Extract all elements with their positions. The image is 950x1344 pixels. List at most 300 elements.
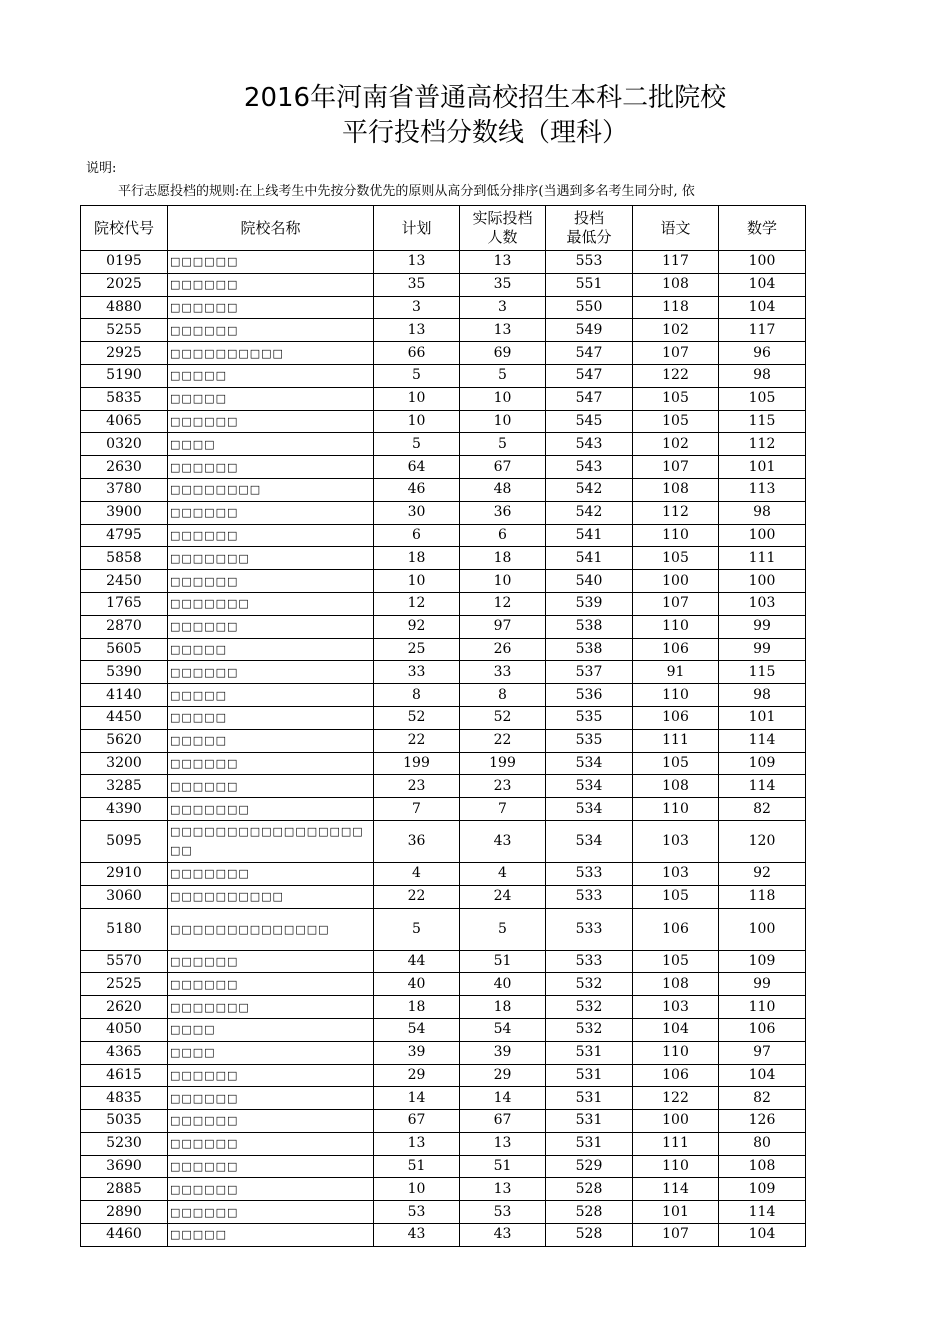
min-score-cell: 537 [546, 661, 633, 684]
min-score-cell: 541 [546, 547, 633, 570]
actual-count-cell: 5 [460, 433, 546, 456]
table-row [81, 547, 806, 570]
column-header-math: 数学 [719, 206, 806, 251]
column-header-actual: 实际投档 人数 [460, 206, 546, 251]
math-score-cell: 126 [719, 1110, 806, 1133]
math-score-cell: 114 [719, 1201, 806, 1224]
math-score-cell: 100 [719, 251, 806, 274]
table-row [81, 342, 806, 365]
chinese-score-cell: 105 [633, 885, 719, 908]
min-score-cell: 538 [546, 615, 633, 638]
plan-count-cell: 14 [374, 1087, 460, 1110]
table-row [81, 296, 806, 319]
math-score-cell: 114 [719, 775, 806, 798]
plan-count-cell: 18 [374, 547, 460, 570]
table-row [81, 820, 806, 862]
admission-score-table [80, 205, 806, 1247]
chinese-score-cell: 103 [633, 862, 719, 885]
math-score-cell: 100 [719, 524, 806, 547]
note-label: 说明: [86, 161, 117, 176]
actual-count-cell: 33 [460, 661, 546, 684]
chinese-score-cell: 105 [633, 752, 719, 775]
plan-count-cell: 52 [374, 706, 460, 729]
table-row [81, 501, 806, 524]
table-row [81, 273, 806, 296]
plan-count-cell: 44 [374, 950, 460, 973]
min-score-cell: 535 [546, 729, 633, 752]
min-score-cell: 531 [546, 1064, 633, 1087]
min-score-cell: 528 [546, 1224, 633, 1247]
school-name-cell: □□□□□□ [168, 1178, 374, 1201]
school-code-cell: 5190 [81, 364, 168, 387]
plan-count-cell: 199 [374, 752, 460, 775]
chinese-score-cell: 107 [633, 592, 719, 615]
math-score-cell: 117 [719, 319, 806, 342]
math-score-cell: 111 [719, 547, 806, 570]
actual-count-cell: 12 [460, 592, 546, 615]
column-header-name: 院校名称 [168, 206, 374, 251]
plan-count-cell: 13 [374, 1132, 460, 1155]
chinese-score-cell: 103 [633, 820, 719, 862]
table-row [81, 1041, 806, 1064]
math-score-cell: 115 [719, 661, 806, 684]
table-row [81, 1087, 806, 1110]
min-score-cell: 549 [546, 319, 633, 342]
min-score-cell: 541 [546, 524, 633, 547]
math-score-cell: 106 [719, 1018, 806, 1041]
min-score-cell: 542 [546, 478, 633, 501]
school-code-cell: 4365 [81, 1041, 168, 1064]
plan-count-cell: 36 [374, 820, 460, 862]
math-score-cell: 114 [719, 729, 806, 752]
actual-count-cell: 43 [460, 1224, 546, 1247]
school-name-cell: □□□□□□□□□□□□□□ [168, 908, 374, 950]
table-header-row [81, 206, 806, 251]
math-score-cell: 109 [719, 752, 806, 775]
min-score-cell: 533 [546, 908, 633, 950]
actual-count-cell: 52 [460, 706, 546, 729]
school-code-cell: 5390 [81, 661, 168, 684]
chinese-score-cell: 106 [633, 706, 719, 729]
math-score-cell: 108 [719, 1155, 806, 1178]
actual-count-cell: 54 [460, 1018, 546, 1041]
school-name-cell: □□□□□□ [168, 1087, 374, 1110]
school-code-cell: 3200 [81, 752, 168, 775]
school-name-cell: □□□□□□□□□□ [168, 342, 374, 365]
plan-count-cell: 30 [374, 501, 460, 524]
math-score-cell: 104 [719, 296, 806, 319]
school-code-cell: 2870 [81, 615, 168, 638]
plan-count-cell: 51 [374, 1155, 460, 1178]
table-row [81, 1178, 806, 1201]
school-code-cell: 2925 [81, 342, 168, 365]
school-name-cell: □□□□□□□ [168, 798, 374, 821]
math-score-cell: 115 [719, 410, 806, 433]
min-score-cell: 543 [546, 456, 633, 479]
plan-count-cell: 10 [374, 570, 460, 593]
table-row [81, 1110, 806, 1133]
table-row [81, 478, 806, 501]
plan-count-cell: 10 [374, 410, 460, 433]
school-code-cell: 2450 [81, 570, 168, 593]
school-code-cell: 5180 [81, 908, 168, 950]
chinese-score-cell: 118 [633, 296, 719, 319]
table-row [81, 638, 806, 661]
chinese-score-cell: 110 [633, 798, 719, 821]
plan-count-cell: 4 [374, 862, 460, 885]
school-code-cell: 2885 [81, 1178, 168, 1201]
math-score-cell: 112 [719, 433, 806, 456]
table-row [81, 798, 806, 821]
school-name-cell: □□□□□□ [168, 950, 374, 973]
min-score-cell: 535 [546, 706, 633, 729]
plan-count-cell: 40 [374, 973, 460, 996]
actual-count-cell: 13 [460, 319, 546, 342]
school-name-cell: □□□□□□ [168, 1132, 374, 1155]
school-name-cell: □□□□□□ [168, 410, 374, 433]
plan-count-cell: 54 [374, 1018, 460, 1041]
chinese-score-cell: 105 [633, 387, 719, 410]
table-row [81, 862, 806, 885]
chinese-score-cell: 105 [633, 410, 719, 433]
min-score-cell: 534 [546, 752, 633, 775]
school-code-cell: 2630 [81, 456, 168, 479]
school-name-cell: □□□□□ [168, 387, 374, 410]
math-score-cell: 98 [719, 684, 806, 707]
chinese-score-cell: 104 [633, 1018, 719, 1041]
math-score-cell: 101 [719, 456, 806, 479]
plan-count-cell: 46 [374, 478, 460, 501]
math-score-cell: 82 [719, 1087, 806, 1110]
math-score-cell: 100 [719, 908, 806, 950]
plan-count-cell: 66 [374, 342, 460, 365]
school-name-cell: □□□□□□□ [168, 862, 374, 885]
min-score-cell: 534 [546, 775, 633, 798]
actual-count-cell: 23 [460, 775, 546, 798]
actual-count-cell: 18 [460, 996, 546, 1019]
table-row [81, 729, 806, 752]
table-row [81, 973, 806, 996]
plan-count-cell: 5 [374, 908, 460, 950]
chinese-score-cell: 110 [633, 524, 719, 547]
actual-count-cell: 40 [460, 973, 546, 996]
chinese-score-cell: 91 [633, 661, 719, 684]
school-code-cell: 1765 [81, 592, 168, 615]
plan-count-cell: 13 [374, 251, 460, 274]
chinese-score-cell: 108 [633, 273, 719, 296]
actual-count-cell: 48 [460, 478, 546, 501]
actual-count-cell: 26 [460, 638, 546, 661]
actual-count-cell: 35 [460, 273, 546, 296]
math-score-cell: 80 [719, 1132, 806, 1155]
math-score-cell: 118 [719, 885, 806, 908]
school-code-cell: 5255 [81, 319, 168, 342]
school-name-cell: □□□□□□□ [168, 996, 374, 1019]
chinese-score-cell: 110 [633, 1041, 719, 1064]
chinese-score-cell: 110 [633, 684, 719, 707]
actual-count-cell: 10 [460, 570, 546, 593]
school-code-cell: 2620 [81, 996, 168, 1019]
chinese-score-cell: 107 [633, 1224, 719, 1247]
chinese-score-cell: 106 [633, 638, 719, 661]
actual-count-cell: 10 [460, 387, 546, 410]
chinese-score-cell: 122 [633, 1087, 719, 1110]
plan-count-cell: 7 [374, 798, 460, 821]
actual-count-cell: 67 [460, 1110, 546, 1133]
actual-count-cell: 67 [460, 456, 546, 479]
actual-count-cell: 51 [460, 950, 546, 973]
school-code-cell: 4835 [81, 1087, 168, 1110]
chinese-score-cell: 110 [633, 615, 719, 638]
plan-count-cell: 25 [374, 638, 460, 661]
actual-count-cell: 53 [460, 1201, 546, 1224]
school-code-cell: 4050 [81, 1018, 168, 1041]
document-subtitle: 平行投档分数线（理科） [341, 118, 628, 148]
column-header-code: 院校代号 [81, 206, 168, 251]
actual-count-cell: 8 [460, 684, 546, 707]
chinese-score-cell: 100 [633, 1110, 719, 1133]
table-row [81, 752, 806, 775]
min-score-cell: 533 [546, 950, 633, 973]
school-code-cell: 4390 [81, 798, 168, 821]
plan-count-cell: 22 [374, 885, 460, 908]
min-score-cell: 528 [546, 1178, 633, 1201]
school-name-cell: □□□□□□ [168, 570, 374, 593]
school-code-cell: 5570 [81, 950, 168, 973]
school-code-cell: 5095 [81, 820, 168, 862]
school-name-cell: □□□□□ [168, 706, 374, 729]
school-name-cell: □□□□□□ [168, 973, 374, 996]
plan-count-cell: 23 [374, 775, 460, 798]
plan-count-cell: 8 [374, 684, 460, 707]
math-score-cell: 100 [719, 570, 806, 593]
school-code-cell: 5835 [81, 387, 168, 410]
table-row [81, 908, 806, 950]
actual-count-cell: 18 [460, 547, 546, 570]
school-code-cell: 5605 [81, 638, 168, 661]
table-row [81, 885, 806, 908]
school-code-cell: 3900 [81, 501, 168, 524]
table-row [81, 570, 806, 593]
math-score-cell: 96 [719, 342, 806, 365]
school-code-cell: 2525 [81, 973, 168, 996]
min-score-cell: 545 [546, 410, 633, 433]
actual-count-cell: 13 [460, 251, 546, 274]
school-name-cell: □□□□□□□□□□ [168, 885, 374, 908]
school-name-cell: □□□□ [168, 1041, 374, 1064]
chinese-score-cell: 112 [633, 501, 719, 524]
school-code-cell: 4615 [81, 1064, 168, 1087]
plan-count-cell: 12 [374, 592, 460, 615]
chinese-score-cell: 108 [633, 478, 719, 501]
min-score-cell: 533 [546, 885, 633, 908]
table-row [81, 433, 806, 456]
actual-count-cell: 13 [460, 1132, 546, 1155]
min-score-cell: 540 [546, 570, 633, 593]
school-code-cell: 3285 [81, 775, 168, 798]
actual-count-cell: 14 [460, 1087, 546, 1110]
plan-count-cell: 6 [374, 524, 460, 547]
table-row [81, 364, 806, 387]
table-row [81, 410, 806, 433]
min-score-cell: 532 [546, 973, 633, 996]
actual-count-cell: 36 [460, 501, 546, 524]
plan-count-cell: 29 [374, 1064, 460, 1087]
school-code-cell: 4065 [81, 410, 168, 433]
school-name-cell: □□□□□□□ [168, 547, 374, 570]
school-name-cell: □□□□□□□ [168, 592, 374, 615]
math-score-cell: 109 [719, 950, 806, 973]
math-score-cell: 103 [719, 592, 806, 615]
actual-count-cell: 4 [460, 862, 546, 885]
school-code-cell: 5620 [81, 729, 168, 752]
chinese-score-cell: 111 [633, 1132, 719, 1155]
school-name-cell: □□□□□□ [168, 319, 374, 342]
chinese-score-cell: 117 [633, 251, 719, 274]
chinese-score-cell: 105 [633, 547, 719, 570]
plan-count-cell: 10 [374, 1178, 460, 1201]
chinese-score-cell: 101 [633, 1201, 719, 1224]
plan-count-cell: 35 [374, 273, 460, 296]
chinese-score-cell: 110 [633, 1155, 719, 1178]
table-row [81, 592, 806, 615]
actual-count-cell: 7 [460, 798, 546, 821]
school-code-cell: 4795 [81, 524, 168, 547]
plan-count-cell: 5 [374, 433, 460, 456]
school-name-cell: □□□□□□ [168, 273, 374, 296]
chinese-score-cell: 108 [633, 775, 719, 798]
school-name-cell: □□□□□□ [168, 1155, 374, 1178]
school-name-cell: □□□□□ [168, 684, 374, 707]
chinese-score-cell: 107 [633, 456, 719, 479]
school-code-cell: 2910 [81, 862, 168, 885]
min-score-cell: 534 [546, 820, 633, 862]
min-score-cell: 533 [546, 862, 633, 885]
school-code-cell: 4140 [81, 684, 168, 707]
column-header-plan: 计划 [374, 206, 460, 251]
math-score-cell: 110 [719, 996, 806, 1019]
table-row [81, 661, 806, 684]
school-code-cell: 2025 [81, 273, 168, 296]
plan-count-cell: 43 [374, 1224, 460, 1247]
math-score-cell: 104 [719, 273, 806, 296]
math-score-cell: 104 [719, 1064, 806, 1087]
school-name-cell: □□□□□□ [168, 775, 374, 798]
actual-count-cell: 51 [460, 1155, 546, 1178]
actual-count-cell: 39 [460, 1041, 546, 1064]
min-score-cell: 531 [546, 1087, 633, 1110]
math-score-cell: 99 [719, 973, 806, 996]
school-name-cell: □□□□ [168, 1018, 374, 1041]
table-row [81, 1064, 806, 1087]
min-score-cell: 531 [546, 1132, 633, 1155]
school-code-cell: 2890 [81, 1201, 168, 1224]
math-score-cell: 98 [719, 501, 806, 524]
min-score-cell: 553 [546, 251, 633, 274]
actual-count-cell: 43 [460, 820, 546, 862]
table-row [81, 684, 806, 707]
chinese-score-cell: 106 [633, 908, 719, 950]
column-header-min-score: 投档 最低分 [546, 206, 633, 251]
math-score-cell: 98 [719, 364, 806, 387]
school-code-cell: 0195 [81, 251, 168, 274]
min-score-cell: 534 [546, 798, 633, 821]
school-name-cell: □□□□□□□□□□□□□□□□□□□ [168, 820, 374, 862]
school-code-cell: 4450 [81, 706, 168, 729]
math-score-cell: 113 [719, 478, 806, 501]
actual-count-cell: 29 [460, 1064, 546, 1087]
school-name-cell: □□□□□□ [168, 1201, 374, 1224]
min-score-cell: 547 [546, 364, 633, 387]
chinese-score-cell: 102 [633, 433, 719, 456]
min-score-cell: 550 [546, 296, 633, 319]
chinese-score-cell: 122 [633, 364, 719, 387]
school-name-cell: □□□□□□ [168, 1064, 374, 1087]
plan-count-cell: 33 [374, 661, 460, 684]
actual-count-cell: 13 [460, 1178, 546, 1201]
chinese-score-cell: 102 [633, 319, 719, 342]
school-name-cell: □□□□□□ [168, 501, 374, 524]
note-text: 平行志愿投档的规则:在上线考生中先按分数优先的原则从高分到低分排序(当遇到多名考生同分时, 依 [118, 184, 695, 199]
column-header-chinese: 语文 [633, 206, 719, 251]
chinese-score-cell: 103 [633, 996, 719, 1019]
table-row [81, 615, 806, 638]
school-code-cell: 5230 [81, 1132, 168, 1155]
document-title: 2016年河南省普通高校招生本科二批院校 [243, 83, 727, 113]
table-row [81, 387, 806, 410]
min-score-cell: 538 [546, 638, 633, 661]
math-score-cell: 104 [719, 1224, 806, 1247]
table-row [81, 1201, 806, 1224]
math-score-cell: 97 [719, 1041, 806, 1064]
math-score-cell: 99 [719, 638, 806, 661]
actual-count-cell: 10 [460, 410, 546, 433]
plan-count-cell: 10 [374, 387, 460, 410]
min-score-cell: 547 [546, 387, 633, 410]
math-score-cell: 92 [719, 862, 806, 885]
chinese-score-cell: 100 [633, 570, 719, 593]
school-name-cell: □□□□□□ [168, 296, 374, 319]
table-row [81, 319, 806, 342]
min-score-cell: 551 [546, 273, 633, 296]
actual-count-cell: 5 [460, 908, 546, 950]
school-name-cell: □□□□□□ [168, 524, 374, 547]
actual-count-cell: 24 [460, 885, 546, 908]
math-score-cell: 82 [719, 798, 806, 821]
min-score-cell: 542 [546, 501, 633, 524]
school-code-cell: 0320 [81, 433, 168, 456]
min-score-cell: 531 [546, 1041, 633, 1064]
plan-count-cell: 92 [374, 615, 460, 638]
table-row [81, 706, 806, 729]
actual-count-cell: 97 [460, 615, 546, 638]
math-score-cell: 109 [719, 1178, 806, 1201]
plan-count-cell: 39 [374, 1041, 460, 1064]
min-score-cell: 529 [546, 1155, 633, 1178]
school-code-cell: 3690 [81, 1155, 168, 1178]
school-name-cell: □□□□□ [168, 364, 374, 387]
chinese-score-cell: 111 [633, 729, 719, 752]
plan-count-cell: 22 [374, 729, 460, 752]
actual-count-cell: 5 [460, 364, 546, 387]
min-score-cell: 547 [546, 342, 633, 365]
min-score-cell: 528 [546, 1201, 633, 1224]
school-name-cell: □□□□ [168, 433, 374, 456]
school-name-cell: □□□□□ [168, 729, 374, 752]
chinese-score-cell: 107 [633, 342, 719, 365]
school-name-cell: □□□□□ [168, 1224, 374, 1247]
math-score-cell: 99 [719, 615, 806, 638]
